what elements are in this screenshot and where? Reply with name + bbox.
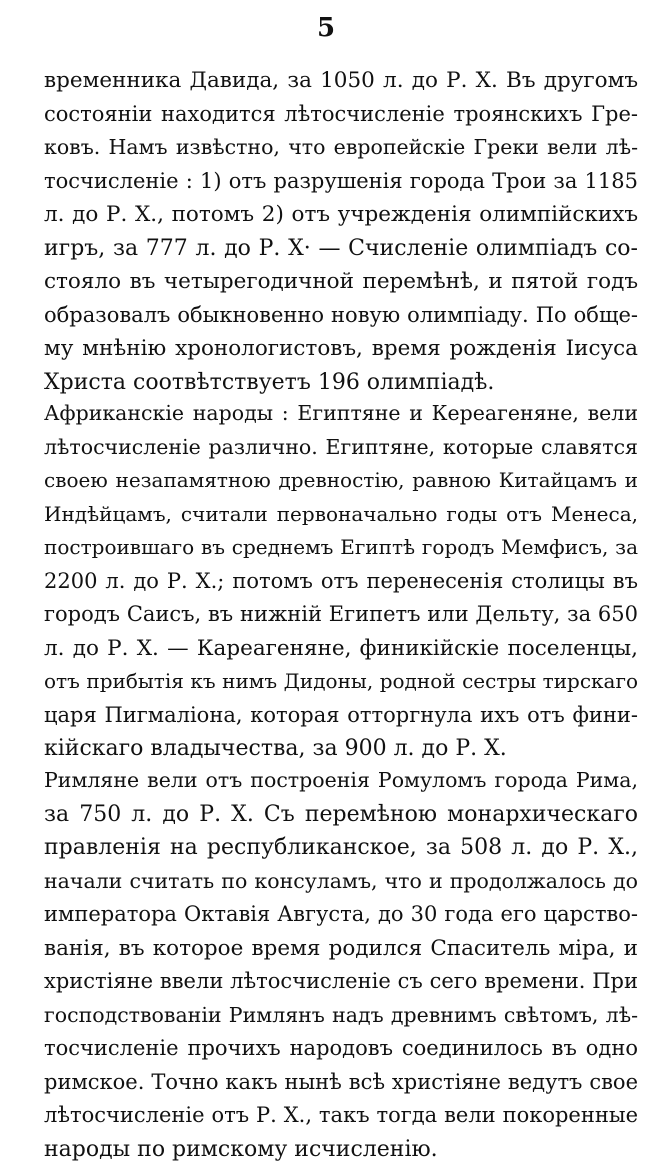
text-line-content: начали считать по консуламъ, что и продолжалось до [44, 865, 638, 899]
text-line [44, 665, 638, 699]
text-line-content: Африканскіе народы : Египтяне и Кереагеняне, вели [44, 397, 638, 431]
text-line-content: му мнѣнію хронологистовъ, время рожденія Іисуса [44, 332, 638, 366]
text-line-content: римское. Точно какъ нынѣ всѣ христіяне ведутъ свое [44, 1066, 638, 1100]
text-line [44, 898, 638, 932]
text-line [44, 165, 638, 199]
text-line [44, 265, 638, 299]
text-line-content: тосчисленіе : 1) отъ разрушенія города Трои за 1185 [44, 165, 638, 199]
text-line [44, 198, 638, 232]
text-line-content: стояло въ четырегодичной перемѣнѣ, и пятой годъ [44, 265, 638, 299]
text-line-content: правленія на республиканское, за 508 л. до Р. Х., [44, 831, 638, 865]
text-line [44, 732, 638, 766]
text-line [44, 332, 638, 366]
text-line [44, 464, 638, 498]
paragraph-chronology-romans [44, 764, 638, 1166]
text-line-content: построившаго въ среднемъ Египтѣ городъ Мемфисъ, за [44, 531, 638, 565]
text-line [44, 932, 638, 966]
text-line-content: Римляне вели отъ построенія Ромуломъ города Рима, [44, 764, 638, 798]
text-line [44, 1066, 638, 1100]
text-line [44, 232, 638, 266]
text-line-content: временника Давида, за 1050 л. до Р. Х. Въ другомъ [44, 64, 638, 98]
text-line [44, 999, 638, 1033]
text-line-content: царя Пигмаліона, которая отторгнула ихъ отъ фини- [44, 699, 638, 733]
text-line-content: ковъ. Намъ извѣстно, что европейскіе Греки вели лѣ- [44, 131, 638, 165]
text-line [44, 131, 638, 165]
text-line [44, 98, 638, 132]
text-line [44, 498, 638, 532]
text-line-content: народы по римскому исчисленію. [44, 1133, 638, 1166]
text-line [44, 1099, 638, 1133]
text-line-content: отъ прибытія къ нимъ Дидоны, родной сестры тирскаго [44, 665, 638, 699]
paragraph-chronology-africans [44, 397, 638, 766]
text-line-content: своею незапамятною древностію, равною Китайцамъ и [44, 464, 638, 498]
text-line-content: игръ, за 777 л. до Р. Х· — Счисленіе олимпіадъ со- [44, 232, 638, 266]
text-line-content: за 750 л. до Р. Х. Съ перемѣною монархическаго [44, 798, 638, 832]
text-line [44, 699, 638, 733]
text-line [44, 1032, 638, 1066]
text-line-content: христіяне ввели лѣтосчисленіе съ сего времени. При [44, 965, 638, 999]
text-line-content: городъ Саисъ, въ нижній Египетъ или Дельту, за 650 [44, 598, 638, 632]
text-line-content: л. до Р. Х. — Кареагеняне, финикійскіе поселенцы, [44, 632, 638, 666]
text-line [44, 598, 638, 632]
text-line [44, 965, 638, 999]
text-line [44, 764, 638, 798]
text-line-content: Индѣйцамъ, считали первоначально годы отъ Менеса, [44, 498, 638, 532]
text-line [44, 397, 638, 431]
text-line [44, 531, 638, 565]
text-line [44, 798, 638, 832]
page-number: 5 [0, 12, 652, 44]
text-line-content: кійскаго владычества, за 900 л. до Р. Х. [44, 732, 638, 766]
text-line [44, 632, 638, 666]
text-line-content: ванія, въ которое время родился Спаситель міра, и [44, 932, 638, 966]
text-line-content: Христа соотвѣтствуетъ 196 олимпіадѣ. [44, 366, 638, 400]
text-line-content: тосчисленіе прочихъ народовъ соединилось въ одно [44, 1032, 638, 1066]
text-line [44, 366, 638, 400]
text-line [44, 565, 638, 599]
text-line-content: лѣтосчисленіе отъ Р. Х., такъ тогда вели покоренные [44, 1099, 638, 1133]
text-line-content: лѣтосчисленіе различно. Египтяне, которые славятся [44, 431, 638, 465]
paragraph-chronology-greeks [44, 64, 638, 399]
text-line [44, 865, 638, 899]
text-line [44, 64, 638, 98]
text-line-content: состояніи находится лѣтосчисленіе троянскихъ Гре- [44, 98, 638, 132]
text-line [44, 831, 638, 865]
text-line [44, 1133, 638, 1166]
text-line-content: господствованіи Римлянъ надъ древнимъ свѣтомъ, лѣ- [44, 999, 638, 1033]
text-line [44, 299, 638, 333]
text-line [44, 431, 638, 465]
text-line-content: императора Октавія Августа, до 30 года его царство- [44, 898, 638, 932]
text-line-content: л. до Р. Х., потомъ 2) отъ учрежденія олимпійскихъ [44, 198, 638, 232]
text-line-content: 2200 л. до Р. Х.; потомъ отъ перенесенія столицы въ [44, 565, 638, 599]
text-line-content: образовалъ обыкновенно новую олимпіаду. По обще- [44, 299, 638, 333]
